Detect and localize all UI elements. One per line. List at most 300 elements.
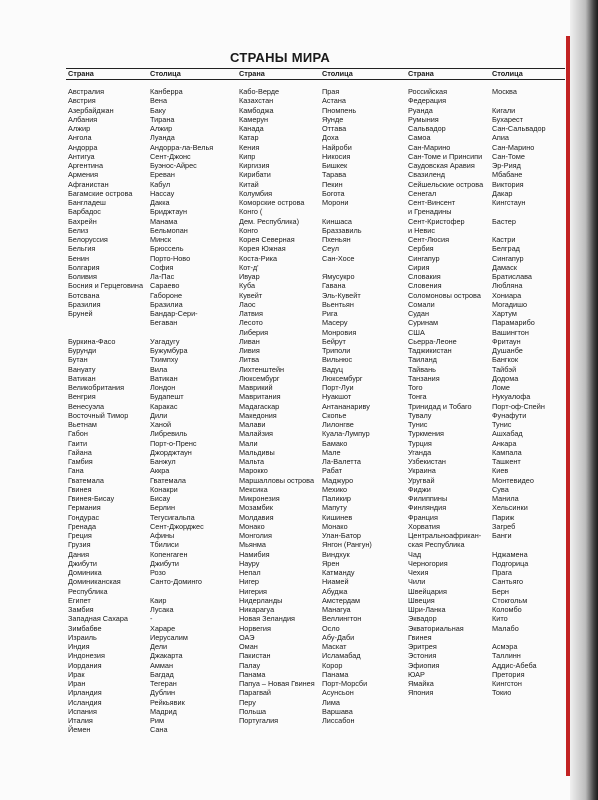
table-row bbox=[408, 235, 568, 244]
table-row bbox=[408, 577, 568, 586]
country-name: Нигер bbox=[239, 577, 259, 587]
table-row bbox=[68, 420, 238, 429]
country-name: Бурунди bbox=[68, 346, 97, 355]
capital-name: Сан-Сальвадор bbox=[492, 124, 546, 133]
capital-name: Бельмопан bbox=[150, 225, 188, 235]
table-row bbox=[408, 170, 568, 179]
capital-name: Бастер bbox=[492, 216, 516, 226]
country-name: Намибия bbox=[239, 549, 270, 559]
table-row bbox=[408, 448, 568, 457]
capital-name: Вашингтон bbox=[492, 327, 529, 337]
capital-name: Анкара bbox=[492, 438, 517, 448]
capital-name: Ханой bbox=[150, 420, 172, 429]
country-name: Босния и Герцеговина bbox=[68, 281, 144, 291]
table-row bbox=[68, 596, 238, 605]
capital-name: Оттава bbox=[322, 124, 347, 133]
country-name: Иран bbox=[68, 679, 86, 688]
table-row bbox=[239, 198, 408, 207]
table-row bbox=[239, 133, 408, 142]
country-name: Иордания bbox=[68, 660, 102, 670]
country-name: Руанда bbox=[408, 105, 433, 115]
country-name: Туркмения bbox=[408, 429, 444, 439]
country-name: Гвинея-Бисау bbox=[68, 494, 115, 503]
country-name: Дания bbox=[68, 549, 90, 559]
country-name: Литва bbox=[239, 355, 260, 365]
country-name: Чехия bbox=[408, 568, 429, 577]
table-row bbox=[408, 661, 568, 670]
capital-name: Монровия bbox=[322, 327, 357, 337]
page-binding-shadow bbox=[570, 0, 598, 800]
country-name: Сент-Люсия bbox=[408, 235, 450, 244]
country-name: Перу bbox=[239, 697, 256, 707]
table-row bbox=[68, 411, 238, 420]
table-row bbox=[239, 513, 408, 522]
table-row bbox=[68, 291, 238, 300]
capital-name: Стокгольм bbox=[492, 595, 528, 605]
table-row bbox=[239, 217, 408, 226]
country-name: Румыния bbox=[408, 114, 439, 124]
capital-name: Вьентьян bbox=[322, 299, 354, 309]
capital-name: Малабо bbox=[492, 623, 519, 633]
table-row bbox=[68, 698, 238, 707]
capital-name: Бангкок bbox=[492, 355, 519, 365]
table-row bbox=[239, 476, 408, 485]
table-row bbox=[68, 494, 238, 503]
country-name: Грузия bbox=[68, 540, 91, 550]
table-row bbox=[408, 688, 568, 697]
table-row bbox=[408, 152, 568, 161]
country-name: Панама bbox=[239, 669, 266, 679]
table-row bbox=[68, 207, 238, 216]
capital-name: Душанбе bbox=[492, 346, 523, 355]
table-row bbox=[68, 355, 238, 364]
table-row bbox=[239, 189, 408, 198]
capital-name: Ломе bbox=[492, 383, 510, 392]
capital-name: Киншаса bbox=[322, 216, 352, 226]
country-name: Свазиленд bbox=[408, 170, 446, 180]
country-name: Сальвадор bbox=[408, 124, 446, 133]
table-row bbox=[68, 725, 238, 734]
table-row bbox=[408, 624, 568, 633]
capital-name: Копенгаген bbox=[150, 549, 188, 559]
capital-name: Кастри bbox=[492, 235, 516, 244]
table-row bbox=[239, 559, 408, 568]
country-name: Сейшельские острова bbox=[408, 179, 484, 189]
table-row bbox=[68, 180, 238, 189]
table-row bbox=[408, 328, 568, 337]
table-row bbox=[68, 568, 238, 577]
country-name: Греция bbox=[68, 531, 92, 540]
capital-name bbox=[492, 207, 568, 216]
table-row bbox=[68, 540, 238, 549]
table-row bbox=[408, 466, 568, 475]
capital-name: Монако bbox=[322, 521, 348, 531]
table-row bbox=[68, 272, 238, 281]
country-name: Чили bbox=[408, 577, 426, 587]
table-row bbox=[408, 420, 568, 429]
capital-name: Джакарта bbox=[150, 651, 183, 661]
capital-name: Каир bbox=[150, 595, 167, 605]
table-row bbox=[408, 217, 568, 226]
country-name: Маврикий bbox=[239, 383, 273, 392]
capital-name: Хараре bbox=[150, 623, 176, 633]
capital-name: Асунсьон bbox=[322, 688, 354, 698]
country-name: Российская bbox=[408, 87, 448, 96]
table-row bbox=[68, 281, 238, 290]
country-name: Коморские острова bbox=[239, 198, 305, 207]
capital-name: Катманду bbox=[322, 568, 355, 577]
capital-name: София bbox=[150, 262, 174, 272]
table-row bbox=[239, 226, 408, 235]
capital-name bbox=[150, 328, 238, 337]
table-row bbox=[408, 300, 568, 309]
table-row bbox=[239, 124, 408, 133]
country-name: Белиз bbox=[68, 225, 89, 235]
country-name: Исландия bbox=[68, 697, 102, 707]
capital-name: Пекин bbox=[322, 179, 343, 189]
capital-name: Могадишо bbox=[492, 299, 528, 309]
capital-name: Кингстон bbox=[492, 679, 522, 688]
capital-name: Берлин bbox=[150, 503, 176, 513]
table-row bbox=[239, 115, 408, 124]
table-row bbox=[239, 365, 408, 374]
capital-name: Ла-Пас bbox=[150, 272, 175, 281]
table-row bbox=[239, 374, 408, 383]
capital-name: Рим bbox=[150, 716, 164, 725]
capital-name: Найроби bbox=[322, 142, 352, 152]
capital-name: Астана bbox=[322, 96, 346, 106]
table-row bbox=[239, 263, 408, 272]
country-name: Индонезия bbox=[68, 651, 105, 661]
table-row bbox=[68, 577, 238, 586]
capital-name: Бриджтаун bbox=[150, 207, 187, 217]
capital-name: Ямусукро bbox=[322, 272, 355, 281]
capital-name bbox=[492, 226, 568, 235]
capital-name: Яунде bbox=[322, 114, 344, 124]
table-row bbox=[68, 614, 238, 623]
country-name: Индия bbox=[68, 642, 90, 651]
capital-name: Сантьяго bbox=[492, 577, 524, 587]
country-name: Мьянма bbox=[239, 540, 266, 550]
table-row bbox=[408, 281, 568, 290]
country-name: Аргентина bbox=[68, 161, 104, 170]
countries-column-3 bbox=[408, 87, 568, 698]
capital-name bbox=[322, 207, 408, 216]
table-row bbox=[68, 531, 238, 540]
country-name: Палау bbox=[239, 660, 261, 670]
capital-name: Мапуту bbox=[322, 503, 347, 513]
table-row bbox=[239, 457, 408, 466]
country-name: Бангладеш bbox=[68, 198, 106, 207]
capital-name: Иерусалим bbox=[150, 632, 188, 642]
capital-name: Дели bbox=[150, 642, 168, 651]
country-name: Бельгия bbox=[68, 244, 96, 254]
country-name: Черногория bbox=[408, 558, 448, 568]
country-name: Бразилия bbox=[68, 299, 101, 309]
capital-name: Монтевидео bbox=[492, 475, 534, 485]
country-name: Канада bbox=[239, 124, 264, 133]
capital-name: Фритаун bbox=[492, 336, 521, 346]
table-row bbox=[239, 661, 408, 670]
capital-name: Дамаск bbox=[492, 262, 517, 272]
table-row bbox=[239, 254, 408, 263]
table-row bbox=[68, 115, 238, 124]
country-name: Колумбия bbox=[239, 188, 273, 198]
capital-name: Берн bbox=[492, 586, 509, 596]
capital-name: Сан-Томе bbox=[492, 151, 525, 161]
country-name: Федерация bbox=[408, 96, 447, 106]
capital-name: Уагадугу bbox=[150, 336, 180, 346]
table-row bbox=[239, 281, 408, 290]
country-name: Пакистан bbox=[239, 651, 271, 661]
table-row bbox=[239, 152, 408, 161]
country-name: Западная Сахара bbox=[68, 614, 128, 624]
capital-name: Пхеньян bbox=[322, 235, 351, 244]
country-name: Мадагаскар bbox=[239, 401, 280, 411]
page-title: СТРАНЫ МИРА bbox=[229, 50, 331, 65]
capital-name: Джибути bbox=[150, 558, 179, 568]
country-name: Замбия bbox=[68, 605, 94, 614]
capital-name: Веллингтон bbox=[322, 614, 362, 624]
capital-name: Будапешт bbox=[150, 392, 184, 402]
table-row bbox=[68, 642, 238, 651]
capital-name: Панама bbox=[322, 669, 349, 679]
capital-name: Исламабад bbox=[322, 651, 361, 661]
country-name: Дем. Республика) bbox=[239, 216, 300, 226]
capital-name: Луанда bbox=[150, 133, 175, 143]
countries-column-2 bbox=[239, 87, 408, 725]
country-name: Маршалловы острова bbox=[239, 475, 315, 485]
capital-name: Дублин bbox=[150, 688, 176, 698]
capital-name: Прага bbox=[492, 568, 512, 577]
capital-name: Андорра-ла-Велья bbox=[150, 142, 214, 152]
table-row bbox=[408, 87, 568, 96]
capital-name: Порт-оф-Спейн bbox=[492, 401, 545, 411]
country-name: Мали bbox=[239, 438, 258, 448]
capital-name: Белград bbox=[492, 244, 520, 254]
header-capital-1: Столица bbox=[150, 69, 181, 78]
countries-column-1 bbox=[68, 87, 238, 735]
table-row bbox=[408, 587, 568, 596]
capital-name: Подгорица bbox=[492, 558, 529, 568]
capital-name: Лусака bbox=[150, 605, 174, 614]
capital-name: Тбилиси bbox=[150, 540, 179, 550]
country-name: и Невис bbox=[408, 225, 436, 235]
table-row bbox=[68, 624, 238, 633]
country-name: Зимбабве bbox=[68, 623, 102, 633]
table-row bbox=[408, 318, 568, 327]
table-row bbox=[408, 272, 568, 281]
capital-name: Сан-Марино bbox=[492, 142, 535, 152]
capital-name: Мале bbox=[322, 447, 341, 457]
table-row bbox=[239, 392, 408, 401]
table-row bbox=[408, 411, 568, 420]
country-name: Ангола bbox=[68, 133, 92, 143]
capital-name: Доха bbox=[322, 133, 339, 143]
header-top-rule bbox=[66, 68, 565, 69]
table-row bbox=[408, 402, 568, 411]
country-name: Нигерия bbox=[239, 586, 267, 596]
capital-name: Каракас bbox=[150, 401, 178, 411]
country-name: Сьерра-Леоне bbox=[408, 336, 457, 346]
table-row bbox=[408, 96, 568, 105]
country-name: Конго bbox=[239, 225, 258, 235]
capital-name: Лиссабон bbox=[322, 716, 355, 725]
table-row bbox=[408, 383, 568, 392]
capital-name: Кишинев bbox=[322, 512, 353, 522]
capital-name: Тегусигальпа bbox=[150, 512, 195, 522]
table-row bbox=[68, 392, 238, 401]
table-row bbox=[239, 300, 408, 309]
table-row bbox=[239, 485, 408, 494]
table-row bbox=[239, 439, 408, 448]
capital-name: Порт-Луи bbox=[322, 383, 354, 392]
capital-name: Фунафути bbox=[492, 410, 527, 420]
country-name: Куба bbox=[239, 281, 256, 291]
table-row bbox=[239, 448, 408, 457]
country-name bbox=[68, 328, 150, 337]
header-country-2: Страна bbox=[239, 69, 265, 78]
table-row bbox=[408, 291, 568, 300]
table-row bbox=[408, 540, 568, 549]
capital-name: Сана bbox=[150, 725, 168, 735]
table-row bbox=[68, 124, 238, 133]
country-name: Египет bbox=[68, 595, 91, 605]
country-name: Казахстан bbox=[239, 96, 274, 106]
table-row bbox=[239, 688, 408, 697]
table-row bbox=[68, 106, 238, 115]
table-row bbox=[68, 346, 238, 355]
table-row bbox=[239, 577, 408, 586]
country-name: Гренада bbox=[68, 521, 97, 531]
capital-name: Гавана bbox=[322, 281, 346, 291]
table-row bbox=[68, 485, 238, 494]
table-row bbox=[239, 670, 408, 679]
capital-name: Нукуалофа bbox=[492, 392, 531, 402]
table-row bbox=[408, 429, 568, 438]
table-row bbox=[68, 254, 238, 263]
country-name: Италия bbox=[68, 716, 93, 725]
capital-name: Буэнос-Айрес bbox=[150, 161, 197, 170]
capital-name: Морони bbox=[322, 198, 349, 207]
country-name: Сомали bbox=[408, 299, 435, 309]
country-name: Кипр bbox=[239, 151, 256, 161]
capital-name: Любляна bbox=[492, 281, 523, 291]
country-name: Конго ( bbox=[239, 207, 263, 217]
capital-name: Тегеран bbox=[150, 679, 177, 688]
table-row bbox=[408, 115, 568, 124]
capital-name: Бисау bbox=[150, 494, 171, 503]
capital-name: Кито bbox=[492, 614, 508, 624]
capital-name: Прая bbox=[322, 87, 340, 96]
country-name: Вьетнам bbox=[68, 420, 97, 429]
capital-name: Тунис bbox=[492, 420, 512, 429]
capital-name: Люксембург bbox=[322, 373, 363, 383]
country-name: Великобритания bbox=[68, 383, 125, 392]
capital-name: Вила bbox=[150, 364, 168, 374]
country-name: Словакия bbox=[408, 272, 441, 281]
country-name: Норвегия bbox=[239, 623, 271, 633]
table-row bbox=[408, 263, 568, 272]
table-row bbox=[408, 457, 568, 466]
table-row bbox=[239, 420, 408, 429]
country-name: Ивуар bbox=[239, 272, 260, 281]
table-row bbox=[68, 716, 238, 725]
table-row bbox=[408, 550, 568, 559]
country-name: Соломоновы острова bbox=[408, 290, 481, 300]
table-row bbox=[239, 170, 408, 179]
table-row bbox=[68, 161, 238, 170]
table-row bbox=[408, 485, 568, 494]
country-name: Мальта bbox=[239, 457, 265, 466]
country-name: Кувейт bbox=[239, 290, 263, 300]
country-name: ОАЭ bbox=[239, 632, 255, 642]
table-row bbox=[239, 716, 408, 725]
capital-name: Нуакшот bbox=[322, 392, 352, 402]
capital-name: Бейрут bbox=[322, 336, 346, 346]
capital-name: Алжир bbox=[150, 124, 173, 133]
table-row bbox=[408, 106, 568, 115]
table-row bbox=[408, 143, 568, 152]
capital-name: Манама bbox=[150, 216, 178, 226]
country-name: Габон bbox=[68, 429, 88, 439]
capital-name: Сент-Джорджес bbox=[150, 521, 204, 531]
table-row bbox=[68, 448, 238, 457]
table-row bbox=[239, 568, 408, 577]
table-row bbox=[239, 550, 408, 559]
capital-name: Бамако bbox=[322, 438, 348, 448]
table-row bbox=[239, 522, 408, 531]
table-row bbox=[408, 614, 568, 623]
country-name: США bbox=[408, 327, 425, 337]
country-name: Бахрейн bbox=[68, 216, 97, 226]
capital-name: Коломбо bbox=[492, 605, 522, 614]
table-row bbox=[239, 624, 408, 633]
country-name: ЮАР bbox=[408, 669, 425, 679]
capital-name: Нассау bbox=[150, 188, 175, 198]
country-name: Гаити bbox=[68, 438, 88, 448]
header-capital-2: Столица bbox=[322, 69, 353, 78]
capital-name: Паликир bbox=[322, 494, 351, 503]
table-row bbox=[68, 217, 238, 226]
country-name: Таджикистан bbox=[408, 346, 452, 355]
country-name: Багамские острова bbox=[68, 188, 133, 198]
table-row bbox=[68, 633, 238, 642]
country-name: Мозамбик bbox=[239, 503, 273, 513]
table-row bbox=[68, 337, 238, 346]
capital-name: Абуджа bbox=[322, 586, 348, 596]
country-name: ская Республика bbox=[408, 540, 465, 550]
table-row bbox=[408, 226, 568, 235]
table-row bbox=[68, 402, 238, 411]
table-row bbox=[68, 318, 238, 327]
table-row bbox=[68, 263, 238, 272]
country-name: Узбекистан bbox=[408, 457, 446, 466]
country-name bbox=[68, 318, 150, 327]
capital-name: Ереван bbox=[150, 170, 175, 180]
country-name: Катар bbox=[239, 133, 259, 143]
table-row bbox=[408, 568, 568, 577]
capital-name: Сува bbox=[492, 484, 509, 494]
table-row bbox=[68, 226, 238, 235]
country-name: Мексика bbox=[239, 484, 268, 494]
country-name: Эритрея bbox=[408, 642, 437, 651]
country-name: Сан-Марино bbox=[408, 142, 451, 152]
table-row bbox=[408, 596, 568, 605]
table-row bbox=[239, 698, 408, 707]
country-name: Науру bbox=[239, 558, 260, 568]
header-country-1: Страна bbox=[68, 69, 94, 78]
